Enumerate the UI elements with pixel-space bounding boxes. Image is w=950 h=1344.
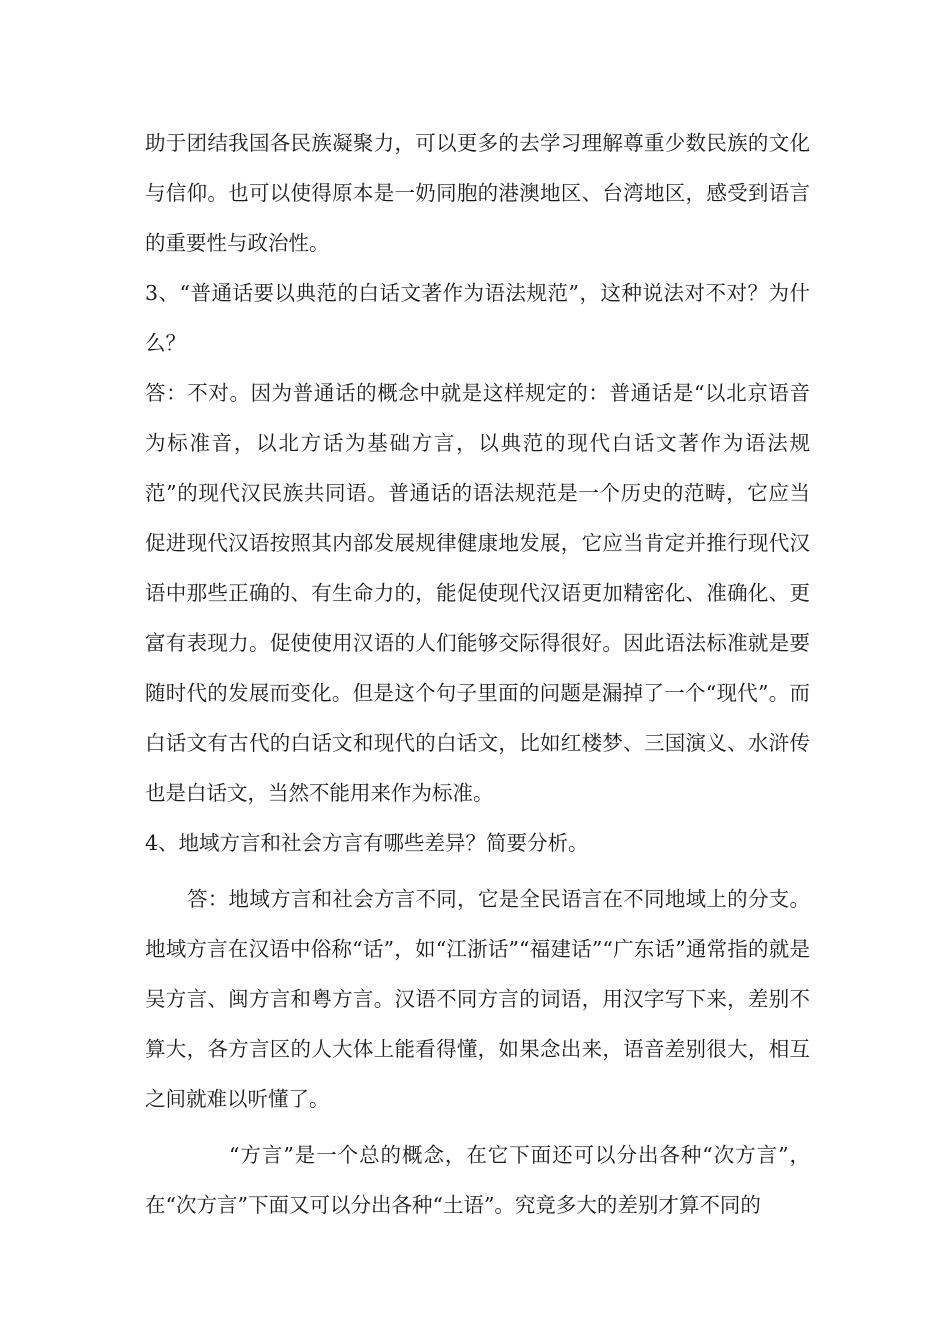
question-4: 4、地域方言和社会方言有哪些差异？简要分析。 (145, 831, 589, 855)
answer-4-paragraph-1: 答：地域方言和社会方言不同，它是全民语言在不同地域上的分支。地域方言在汉语中俗称“话”，如“江浙话”“福建话”“广东话”通常指的就是吴方言、闽方言和粤方言。汉语不同方言的词语，用汉字写下来，差别不算大，各方言区的人大体上能看得懂，如果念出来，语音差别很大，相互之间就难以听懂了。 (145, 887, 810, 1111)
answer-4-paragraph-2: “方言”是一个总的概念，在它下面还可以分出各种“次方言”，在“次方言”下面又可以分出各种“土语”。究竟多大的差别才算不同的 (145, 1143, 810, 1217)
answer-3: 答：不对。因为普通话的概念中就是这样规定的：普通话是“以北京语音为标准音，以北方话为基础方言，以典范的现代白话文著作为语法规范”的现代汉民族共同语。普通话的语法规范是一个历史的范畴，它应当促进现代汉语按照其内部发展规律健康地发展，它应当肯定并推行现代汉语中那些正确的、有生命力的，能促使现代汉语更加精密化、准确化、更富有表现力。促使使用汉语的人们能够交际得很好。因此语法标准就是要随时代的发展而变化。但是这个句子里面的问题是漏掉了一个“现代”。而白话文有古代的白话文和现代的白话文，比如红楼梦、三国演义、水浒传也是白话文，当然不能用来作为标准。 (145, 381, 810, 805)
paragraph-continuation: 助于团结我国各民族凝聚力，可以更多的去学习理解尊重少数民族的文化与信仰。也可以使得原本是一奶同胞的港澳地区、台湾地区，感受到语言的重要性与政治性。 (145, 131, 810, 255)
question-3: 3、“普通话要以典范的白话文著作为语法规范”，这种说法对不对？为什么？ (145, 281, 810, 355)
document-body (145, 118, 810, 1230)
